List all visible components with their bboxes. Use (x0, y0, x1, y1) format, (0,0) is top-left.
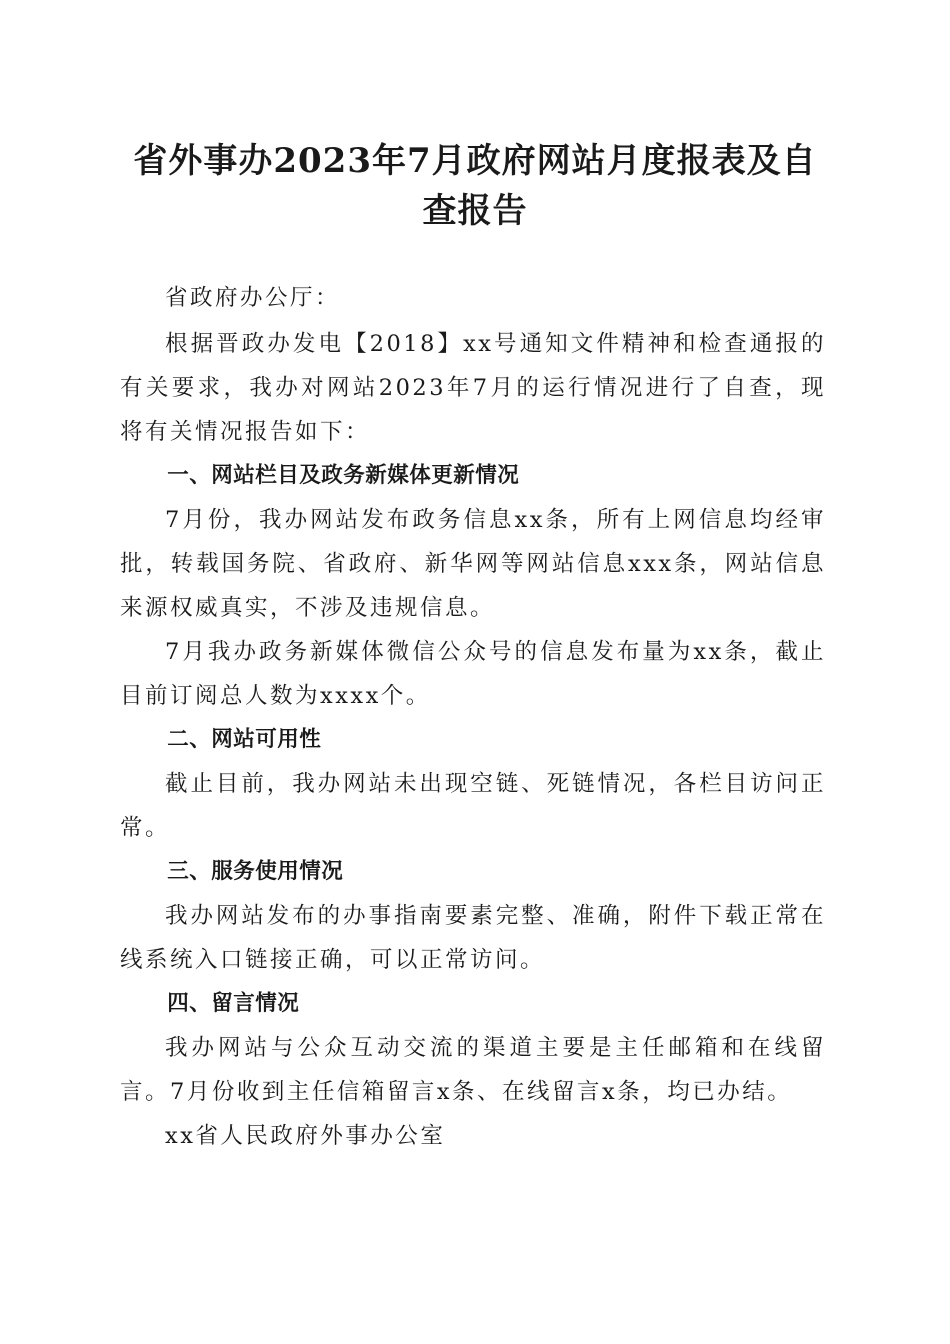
section-heading: 四、留言情况 (167, 991, 300, 1016)
section-paragraph: 7月份，我办网站发布政务信息xx条，所有上网信息均经审批，转载国务院、省政府、新华网等网站信息xxx条，网站信息来源权威真实，不涉及违规信息。 (120, 507, 826, 621)
section-service-usage (120, 850, 826, 982)
section-heading: 一、网站栏目及政务新媒体更新情况 (167, 463, 520, 488)
section-paragraph: 我办网站发布的办事指南要素完整、准确，附件下载正常在线系统入口链接正确，可以正常访问。 (120, 903, 826, 973)
signature: xx省人民政府外事办公室 (165, 1123, 446, 1149)
section-paragraph: 截止目前，我办网站未出现空链、死链情况，各栏目访问正常。 (120, 771, 826, 841)
section-paragraph: 我办网站与公众互动交流的渠道主要是主任邮箱和在线留言。7月份收到主任信箱留言x条、在线留言x条，均已办结。 (120, 1035, 826, 1105)
section-availability (120, 718, 826, 850)
section-website-updates (120, 454, 826, 718)
salutation: 省政府办公厅： (165, 285, 341, 311)
section-heading: 二、网站可用性 (167, 727, 322, 752)
intro-paragraph: 根据晋政办发电【2018】xx号通知文件精神和检查通报的有关要求，我办对网站2023年7月的运行情况进行了自查，现将有关情况报告如下： (120, 331, 826, 445)
section-messages (120, 982, 826, 1114)
section-paragraph: 7月我办政务新媒体微信公众号的信息发布量为xx条，截止目前订阅总人数为xxxx个。 (120, 639, 826, 709)
document-body (120, 276, 826, 1158)
document-title: 省外事办2023年7月政府网站月度报表及自查报告 (133, 141, 817, 231)
section-heading: 三、服务使用情况 (167, 859, 344, 884)
